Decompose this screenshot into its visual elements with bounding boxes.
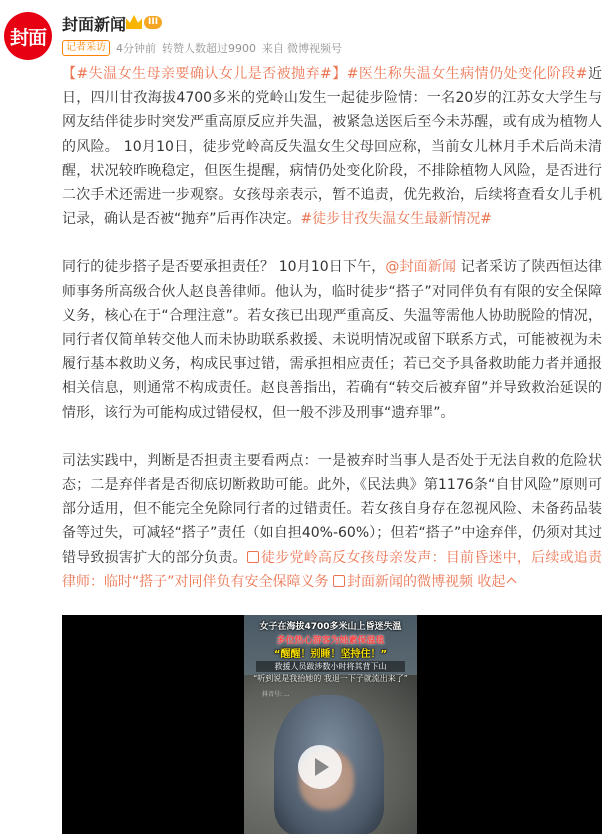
collapse-label: 收起 (477, 573, 506, 590)
mention-link[interactable]: @封面新闻 (385, 259, 457, 276)
author-name[interactable]: 封面新闻 (62, 15, 127, 34)
hashtag-2[interactable]: #医生称失温女生病情仍处变化阶段# (346, 66, 588, 82)
paragraph-1 (62, 62, 602, 231)
play-icon (315, 758, 329, 776)
paragraph-3 (62, 449, 602, 594)
repost-count: 转赞人数超过9900 (162, 42, 256, 55)
video-caption-3: “醒醒！别睡！坚持住！” (273, 649, 388, 660)
video-link-text: 封面新闻的微博视频 (346, 573, 473, 590)
paragraph-2 (62, 255, 602, 424)
hashtag-1[interactable]: 【#失温女生母亲要确认女儿是否被抛弃#】 (62, 66, 347, 82)
video-icon (333, 575, 345, 587)
crown-icon (126, 15, 142, 29)
collapse-button[interactable] (477, 574, 515, 590)
vip-badge[interactable] (126, 14, 162, 30)
link-icon (247, 551, 259, 563)
post-time[interactable]: 4分钟前 (116, 42, 156, 55)
paragraph-2-before: 同行的徒步搭子是否要承担责任？ 10月10日下午， (62, 259, 386, 276)
source-link[interactable]: 微博视频号 (287, 42, 342, 55)
vip-level: III (144, 16, 162, 29)
video-caption-4: 救援人员跋涉数小时将其背下山 (256, 661, 405, 672)
video-player[interactable] (62, 615, 602, 834)
post-content (62, 62, 602, 618)
meta-tag: 记者采访 (62, 40, 110, 56)
video-caption-1: 女子在海拔4700多米山上昏迷失温 (259, 622, 402, 632)
article-link-text: 徒步党岭高反女孩母亲发声：目前昏迷中，后续或追责律师：临时“搭子”对同伴负有安全保障义务 (62, 549, 603, 590)
avatar[interactable]: 封面 (4, 12, 52, 60)
post-meta (62, 40, 348, 56)
paragraph-1-text: 近日，四川甘孜海拔4700多米的党岭山发生一起徒步险情：一名20岁的江苏女大学生与网友结伴徒步时突发严重高原反应并失温，被紧急送医后至今未苏醒，或有成为植物人的风险。 10月10日，徒步党岭高反失温女生父母回应称，当前女儿林月手术后尚未清醒，状况较昨晚稳定，但医生提醒，病情仍处变化阶段，不排除植物人风险，是否进行二次手术还需进一步观察。女孩母亲表示，暂不追责，优先救治，后续将查看女儿手机记录，确认是否被“抛弃”后再作决定。 (62, 66, 602, 228)
video-frame[interactable] (244, 615, 417, 834)
play-button[interactable] (298, 745, 342, 789)
source-prefix: 来自 (262, 42, 284, 55)
paragraph-2-after: 记者采访了陕西恒达律师事务所高级合伙人赵良善律师。他认为，临时徒步“搭子”对同伴负有有限的安全保障义务，核心在于“合理注意”。若女孩已出现严重高反、失温等需他人协助脱险的情况，同行者仅简单转交他人而未协助联系救援、未说明情况或留下联系方式，可能被视为未履行基本救助义务，构成民事过错，需承担相应责任；若已交予具备救助能力者并通报相关信息，则通常不构成责任。赵良善指出，若确有“转交后被弃留”并导致救治延误的情形，该行为可能构成过错侵权，但一般不涉及刑事“遗弃罪”。 (62, 259, 603, 421)
hashtag-3[interactable]: #徒步甘孜失温女生最新情况# (300, 211, 492, 228)
video-watermark: 抖音号: ... (262, 691, 290, 698)
video-link[interactable] (333, 574, 473, 590)
video-caption-2: 多位热心游客为她素保温毯 (276, 636, 385, 646)
post-header (0, 0, 616, 64)
paragraph-3-text: 司法实践中，判断是否担责主要看两点：一是被弃时当事人是否处于无法自救的危险状态；二是弃伴者是否彻底切断救助可能。此外，《民法典》第1176条“自甘风险”原则可部分适用，但不能完全免除同行者的过错责任。若女孩自身存在忽视风险、未备药品装备等过失，可减轻“搭子”责任（如自担40%-60%）；但若“搭子”中途弃伴，仍须对其过错导致损害扩大的部分负责。 (62, 452, 602, 566)
video-caption-5: “听到说是我抬她的 我退一下子就流出来了” (253, 674, 408, 683)
chevron-up-icon (507, 577, 517, 587)
